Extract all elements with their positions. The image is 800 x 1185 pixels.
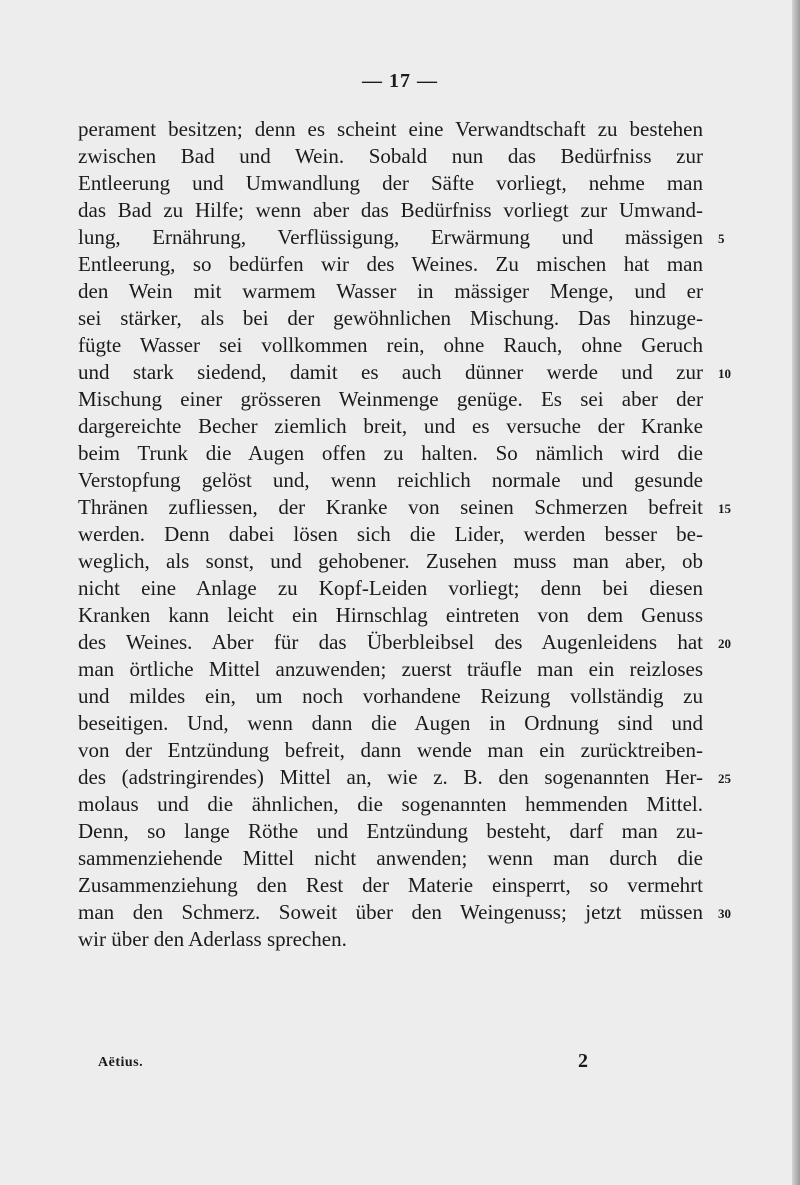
line-text: weglich, als sonst, und gehobener. Zusehen muss man aber, ob xyxy=(78,549,703,573)
line-number: 30 xyxy=(718,906,731,921)
text-line xyxy=(78,737,703,764)
line-text: perament besitzen; denn es scheint eine Verwandtschaft zu bestehen xyxy=(78,117,703,141)
line-number: 10 xyxy=(718,366,731,381)
body-text xyxy=(78,116,731,953)
line-text: sei stärker, als bei der gewöhnlichen Mischung. Das hinzuge- xyxy=(78,306,703,330)
line-text: und mildes ein, um noch vorhandene Reizung vollständig zu xyxy=(78,684,703,708)
text-line xyxy=(78,899,731,926)
text-line xyxy=(78,656,703,683)
text-line xyxy=(78,548,703,575)
line-text: Entleerung, so bedürfen wir des Weines. Zu mischen hat man xyxy=(78,252,703,276)
page-edge-shadow xyxy=(792,0,800,1185)
text-line xyxy=(78,386,703,413)
text-line xyxy=(78,683,703,710)
text-line xyxy=(78,521,703,548)
line-text: den Wein mit warmem Wasser in mässiger Menge, und er xyxy=(78,279,703,303)
text-line xyxy=(78,764,731,791)
line-text: molaus und die ähnlichen, die sogenannten hemmenden Mittel. xyxy=(78,792,703,816)
line-text: das Bad zu Hilfe; wenn aber das Bedürfniss vorliegt zur Umwand- xyxy=(78,198,703,222)
line-text: wir über den Aderlass sprechen. xyxy=(78,927,347,951)
text-line xyxy=(78,494,731,521)
line-text: Mischung einer grösseren Weinmenge genüge. Es sei aber der xyxy=(78,387,703,411)
text-line xyxy=(78,440,703,467)
text-line xyxy=(78,818,703,845)
line-text: fügte Wasser sei vollkommen rein, ohne Rauch, ohne Geruch xyxy=(78,333,703,357)
text-line xyxy=(78,872,703,899)
text-line xyxy=(78,602,703,629)
line-text: Entleerung und Umwandlung der Säfte vorliegt, nehme man xyxy=(78,171,703,195)
text-line xyxy=(78,926,703,953)
footer-signature-number: 2 xyxy=(578,1050,588,1072)
text-line xyxy=(78,116,703,143)
line-text: von der Entzündung befreit, dann wende man ein zurücktreiben- xyxy=(78,738,703,762)
text-line xyxy=(78,467,703,494)
text-line xyxy=(78,278,703,305)
line-text: und stark siedend, damit es auch dünner werde und zur xyxy=(78,360,703,384)
line-text: zwischen Bad und Wein. Sobald nun das Bedürfniss zur xyxy=(78,144,703,168)
line-text: beim Trunk die Augen offen zu halten. So nämlich wird die xyxy=(78,441,703,465)
line-text: man örtliche Mittel anzuwenden; zuerst träufle man ein reizloses xyxy=(78,657,703,681)
line-text: Zusammenziehung den Rest der Materie einsperrt, so vermehrt xyxy=(78,873,703,897)
text-line xyxy=(78,575,703,602)
text-line xyxy=(78,305,703,332)
line-text: Kranken kann leicht ein Hirnschlag eintreten von dem Genuss xyxy=(78,603,703,627)
text-line xyxy=(78,143,703,170)
line-number: 5 xyxy=(718,231,725,246)
line-text: nicht eine Anlage zu Kopf-Leiden vorliegt; denn bei diesen xyxy=(78,576,703,600)
text-line xyxy=(78,359,731,386)
text-line xyxy=(78,251,703,278)
line-text: werden. Denn dabei lösen sich die Lider, werden besser be- xyxy=(78,522,703,546)
line-text: des Weines. Aber für das Überbleibsel des Augenleidens hat xyxy=(78,630,703,654)
line-number: 25 xyxy=(718,771,731,786)
text-line xyxy=(78,170,703,197)
line-text: dargereichte Becher ziemlich breit, und es versuche der Kranke xyxy=(78,414,703,438)
line-number: 15 xyxy=(718,501,731,516)
line-text: sammenziehende Mittel nicht anwenden; wenn man durch die xyxy=(78,846,703,870)
line-text: des (adstringirendes) Mittel an, wie z. B. den sogenannten Her- xyxy=(78,765,703,789)
text-line xyxy=(78,197,703,224)
text-line xyxy=(78,710,703,737)
footer-signature-author: Aëtius. xyxy=(98,1055,144,1070)
line-text: Verstopfung gelöst und, wenn reichlich normale und gesunde xyxy=(78,468,703,492)
text-line xyxy=(78,629,731,656)
text-line xyxy=(78,845,703,872)
page-number-header: — 17 — xyxy=(362,70,438,92)
text-line xyxy=(78,791,703,818)
line-number: 20 xyxy=(718,636,731,651)
line-text: beseitigen. Und, wenn dann die Augen in Ordnung sind und xyxy=(78,711,703,735)
line-text: lung, Ernährung, Verflüssigung, Erwärmung und mässigen xyxy=(78,225,703,249)
text-line xyxy=(78,332,703,359)
line-text: Thränen zufliessen, der Kranke von seinen Schmerzen befreit xyxy=(78,495,703,519)
text-line xyxy=(78,413,703,440)
line-text: man den Schmerz. Soweit über den Weingenuss; jetzt müssen xyxy=(78,900,703,924)
text-line xyxy=(78,224,725,251)
line-text: Denn, so lange Röthe und Entzündung besteht, darf man zu- xyxy=(78,819,703,843)
